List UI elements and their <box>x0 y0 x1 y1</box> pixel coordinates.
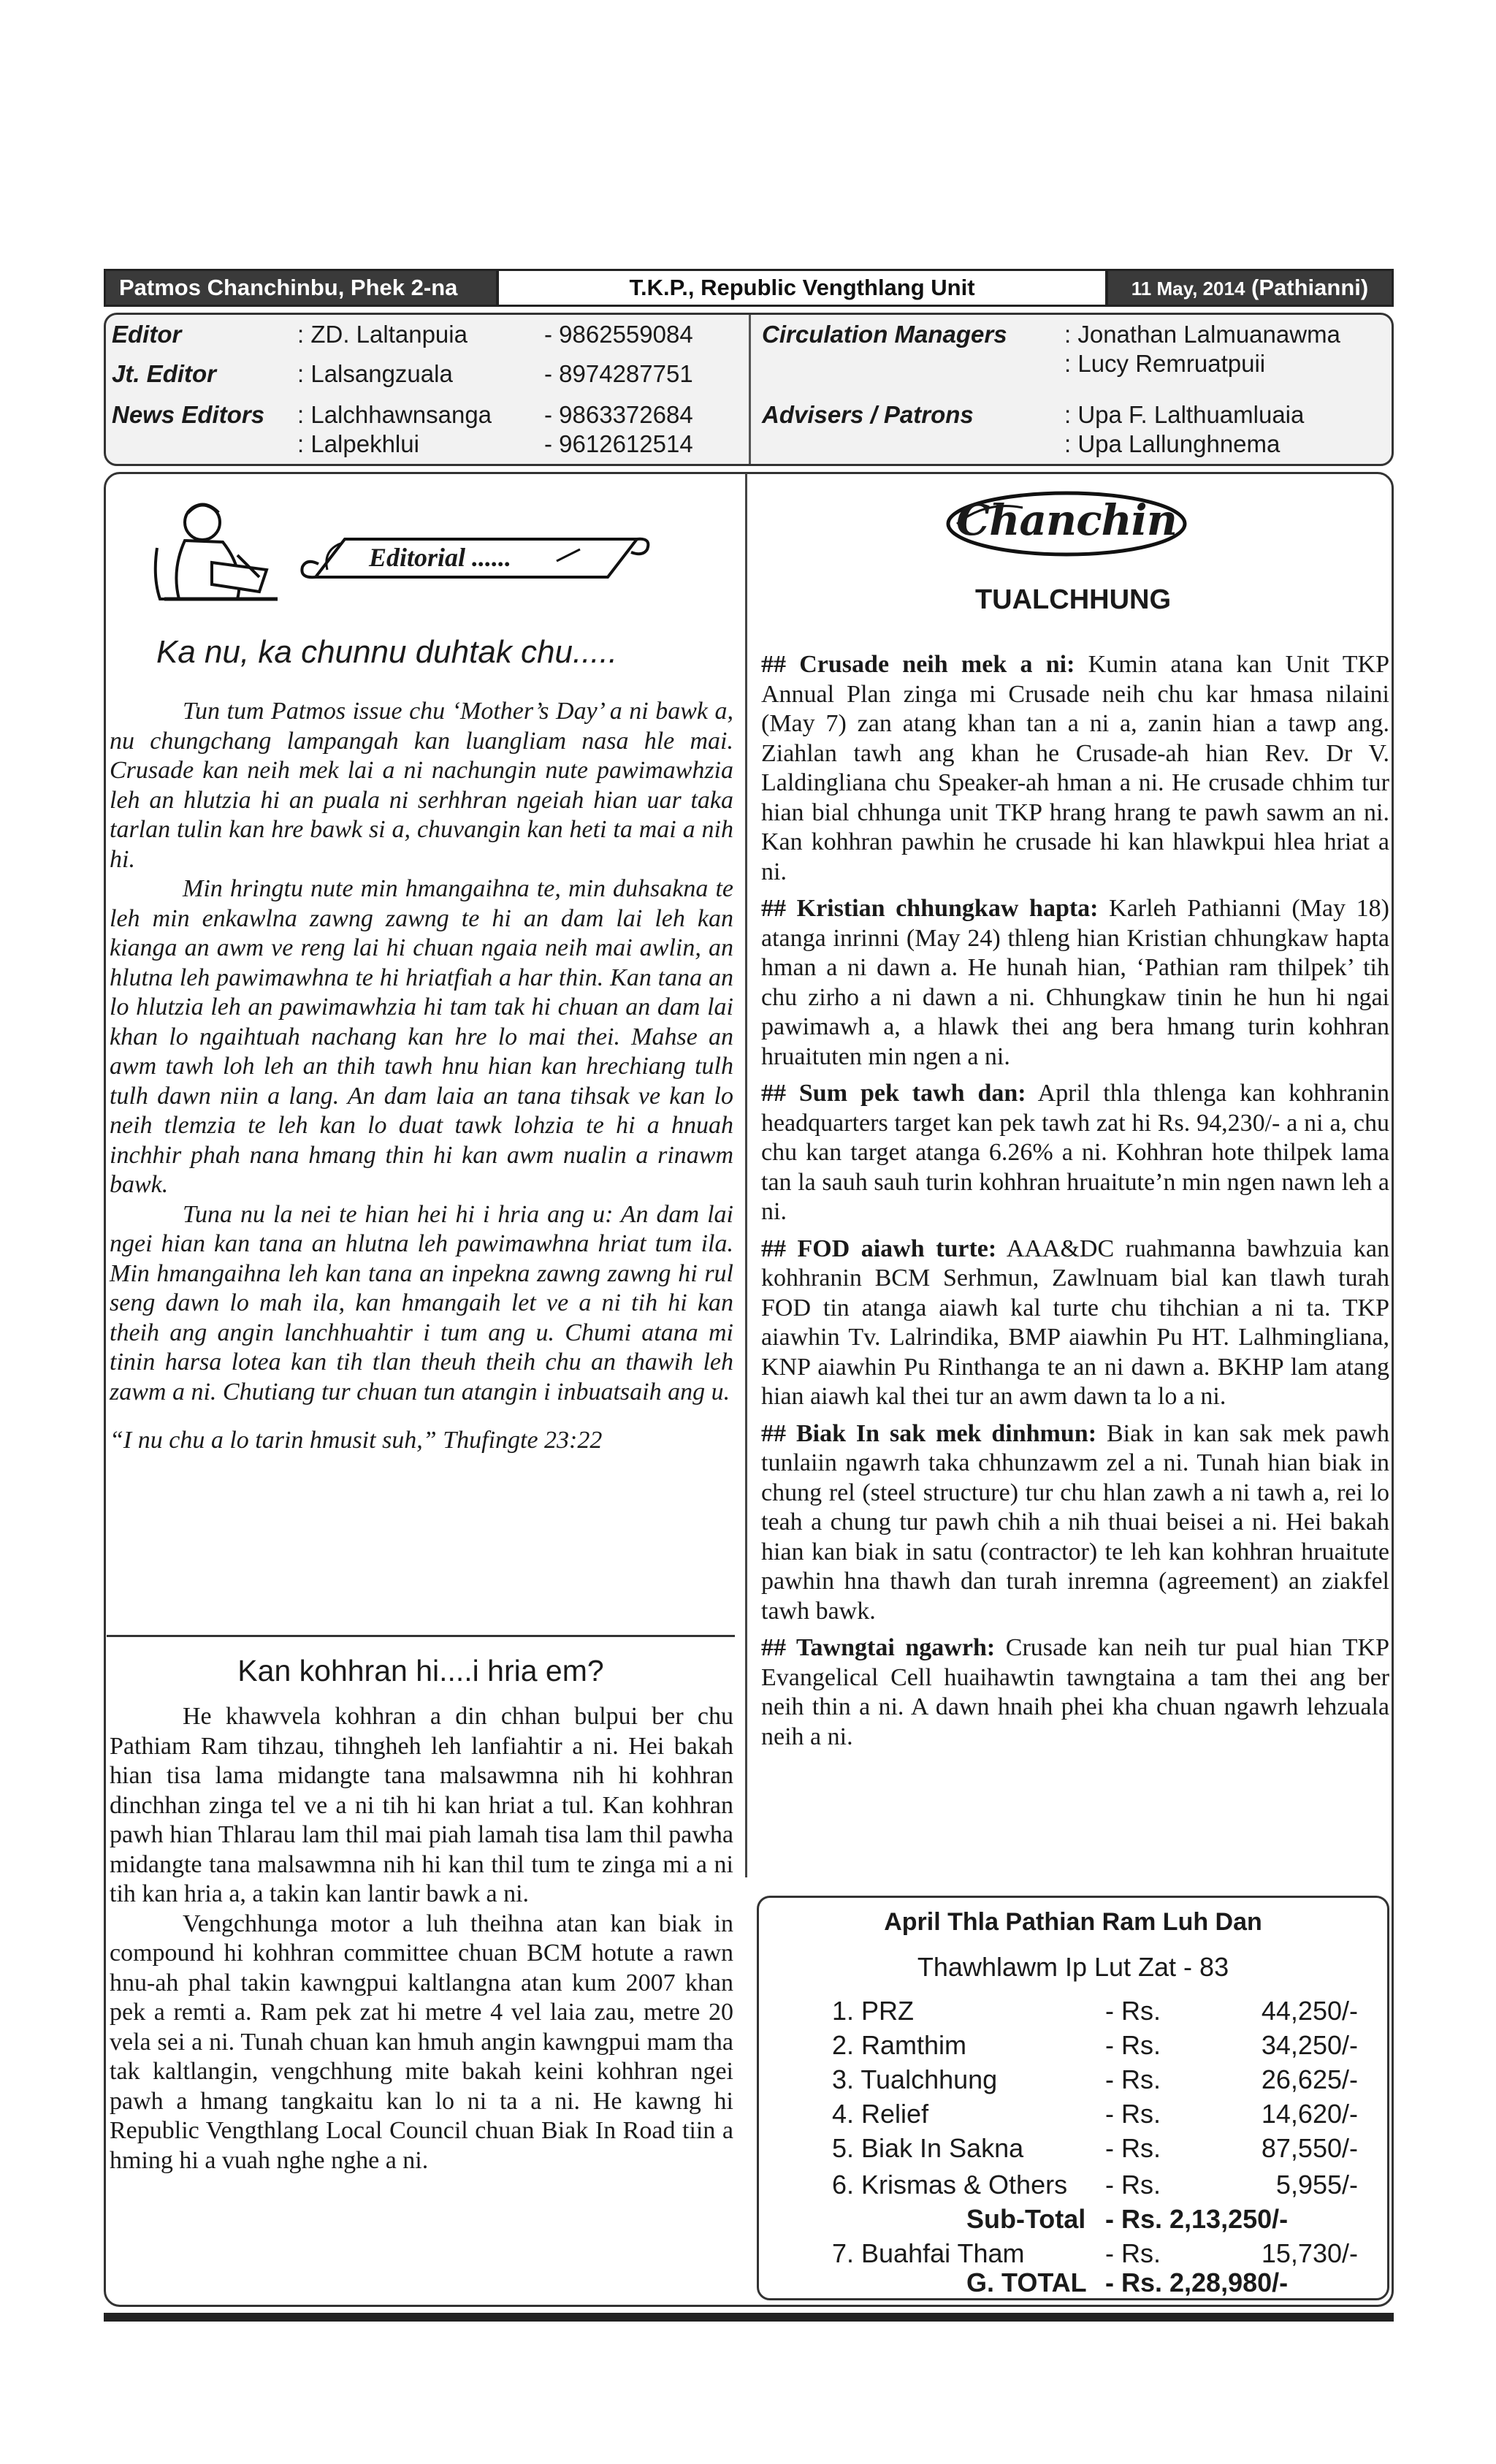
donation-row-amount: 26,625/- <box>1261 2064 1358 2094</box>
news-item-head: ## Sum pek tawh dan: <box>761 1080 1026 1107</box>
news-editor-phone-2: - 9612612514 <box>544 430 693 457</box>
news-editor-phone-1: - 9863372684 <box>544 401 693 428</box>
issue-date <box>1108 271 1392 305</box>
editor-label: Editor <box>112 321 182 348</box>
donation-row-label: 4. Relief <box>832 2099 929 2129</box>
donation-row-rs: - Rs. <box>1105 2133 1161 2163</box>
donation-row-amount: 5,955/- <box>1275 2170 1358 2200</box>
donation-row-rs: - Rs. <box>1105 2064 1161 2094</box>
section-divider <box>107 1635 735 1637</box>
chanchin-logo-text: Chanchin <box>956 495 1177 545</box>
news-item <box>761 894 1389 1072</box>
donation-row-label: 5. Biak In Sakna <box>832 2133 1024 2163</box>
adviser-name-2: : Upa Lallunghnema <box>1064 430 1281 457</box>
total-value: - Rs. 2,28,980/- <box>1105 2267 1289 2297</box>
date-day: (Pathianni) <box>1245 275 1369 300</box>
news-item <box>761 650 1389 887</box>
subtotal-label: Sub-Total <box>966 2204 1086 2234</box>
page-header-bar <box>104 269 1394 307</box>
news-item-body: AAA&DC ruahmanna bawhzuia kan kohhranin BCM Serhmun, Zawlnuam bial kan tlawh turah FOD tin atanga aiawh kal turte chu tihchian a ni ta. TKP aiawhin Tv. Lalrindika, BMP aiawhin Pu HT. Lalhmingliana, KNP aiawhin Pu Rinthanga te an ni dawn a. BKHP lam atang hian aiawh kal thei tur an awm dawn ta lo a ni. <box>761 1235 1389 1410</box>
unit-name: T.K.P., Republic Vengthlang Unit <box>496 271 1108 305</box>
bottom-rule <box>104 2313 1394 2322</box>
circulation-label: Circulation Managers <box>762 321 1007 348</box>
news-item <box>761 1419 1389 1627</box>
news-column <box>761 650 1389 1752</box>
donation-row-label: 3. Tualchhung <box>832 2064 998 2094</box>
jt-editor-label: Jt. Editor <box>112 360 217 387</box>
news-item-body: Biak in kan sak mek pawh tunlaiin ngawrh taka chhunzawm zel a ni. Tunah hian biak in chung rel (steel structure) tur chu hlan zawh a ni tawh a, rei lo teah a chung tur pawh chih a nih thuai beisei a ni. Hei bakah hian kan biak in satu (contractor) te leh kan kohhran hruaitute pawhin hna thawh dan turah inremna (agreement) an ziakfel tawh bawk. <box>761 1419 1389 1625</box>
writer-illustration-icon <box>150 497 281 606</box>
news-item <box>761 1235 1389 1412</box>
article-paragraph-1: He khawvela kohhran a din chhan bulpui ber chu Pathiam Ram tihzau, tihngheh leh lanfiahtir a ni. Hei bakah hian tisa lama midangte tana malsawmna nih hi kohhran dinchhan zinga tel ve a ni tih hi kan hriat a tul. Kan kohhran pawh hian Thlarau lam thil mai piah lamah tisa lam thil pawha midangte tana malsawmna nih hi kan thil tum te zinga mi a ni tih kan hria a, a takin kan lantir bawk a ni. <box>110 1703 733 1907</box>
news-editor-name-2: : Lalpekhlui <box>297 430 419 457</box>
donation-row-rs: - Rs. <box>1105 2030 1161 2060</box>
news-item-head: ## Tawngtai ngawrh: <box>761 1634 996 1661</box>
news-item <box>761 1079 1389 1227</box>
advisers-label: Advisers / Patrons <box>762 401 974 428</box>
news-item-body: Kumin atana kan Unit TKP Annual Plan zinga mi Crusade neih chu kar hmasa nilaini (May 7) zan atang khan tan a ni a, zanin hian a tawp ang. Ziahlan tawh ang khan he Crusade-ah hian Rev. Dr V. Laldingliana chu Speaker-ah hman a ni. He crusade chhim tur hian bial chhunga unit TKP hrang hrang te pawh sawm an ni. Kan kohhran pawhin he crusade hi kan hlawkpui hlea hriat a ni. <box>761 651 1389 885</box>
subtotal-row <box>832 2204 1358 2238</box>
subtotal-value: - Rs. 2,13,250/- <box>1105 2204 1289 2234</box>
news-item-head: ## FOD aiawh turte: <box>761 1235 997 1262</box>
donation-row-amount: 87,550/- <box>1261 2133 1358 2163</box>
donation-row-rs: - Rs. <box>1105 2238 1161 2268</box>
editorial-quote: “I nu chu a lo tarin hmusit suh,” Thufingte 23:22 <box>110 1427 603 1454</box>
circulation-name-1: : Jonathan Lalmuanawma <box>1064 321 1340 348</box>
editorial-title: Ka nu, ka chunnu duhtak chu..... <box>156 634 618 670</box>
editorial-banner-text: Editorial ...... <box>369 543 512 572</box>
news-item <box>761 1633 1389 1752</box>
donation-row <box>832 2099 1358 2132</box>
staff-divider <box>749 315 751 464</box>
news-editors-label: News Editors <box>112 401 265 428</box>
jt-editor-name: : Lalsangzuala <box>297 360 453 387</box>
tualchhung-heading: TUALCHHUNG <box>974 584 1172 615</box>
news-editor-name-1: : Lalchhawnsanga <box>297 401 492 428</box>
news-item-body: April thla thlenga kan kohhranin headquarters target kan pek tawh zat hi Rs. 94,230/- a ni a, chu chu kan target atanga 6.26% a ni. Kohhran hote thilpek lama tan la sauh sauh turin kohhran hruaitute’n min ngen nawn leh a ni. <box>761 1080 1389 1225</box>
donation-row-amount: 15,730/- <box>1261 2238 1358 2268</box>
article-paragraph-2: Vengchhunga motor a luh theihna atan kan biak in compound hi kohhran committee chuan BCM hotute a rawn hnu-ah phal takin kawngpui kaltlangna atan kum 2007 khan pek a remti a. Ram pek zat hi metre 4 vel laia zau, metre 20 vela sei a ni. Tunah chuan kan hmuh angin kawngpui mam tha tak kaltlangin, vengchhung mite bakah keini kohhran ngei pawh a hmang tangkaitu kan lo ni ta a ni. He kawng hi Republic Vengthlang Local Council chuan Biak In Road tiin a hming hi a vuah nghe nghe a ni. <box>110 1910 733 2174</box>
article-title: Kan kohhran hi....i hria em? <box>237 1654 604 1687</box>
editorial-paragraph-2: Min hringtu nute min hmangaihna te, min duhsakna te leh min enkawlna zawng zawng te hi an dam lai leh kan kianga an awm ve reng lai hi chuan ngaia neih mai awlin, an hlutna leh pawimawhna te hi hriatfiah a har thin. Kan tana an lo hlutzia leh an pawimawhzia hi tam tak hi chuan an dam lai khan lo ngaihtuah nachang kan hre lo mai thei. Mahse an awm tawh loh leh an thih tawh hnu hian kan hrechiang tulh tulh dawn niin a lang. An dam laia an tana tihsak ve kan lo neih tlemzia te leh kan lo duat tawk lohzia te hi a hnuah inchhir phah nana hmang thin hi kan awm nualin a rinawm bawk. <box>110 875 733 1198</box>
total-row <box>832 2267 1358 2301</box>
circulation-name-2: : Lucy Remruatpuii <box>1064 350 1266 377</box>
donation-row-label: 1. PRZ <box>832 1996 915 2026</box>
article-body <box>110 1702 733 2175</box>
editorial-body <box>110 697 733 1456</box>
editorial-paragraph-1: Tun tum Patmos issue chu ‘Mother’s Day’ a ni bawk a, nu chungchang lampangah kan luangliam nasa hle mai. Crusade kan neih mek lai a ni nachungin nute pawimawhzia leh an hlutzia hi an puala ni serhhran ngeiah hian uar taka tarlan tulin kan hre bawk si a, chuvangin kan heti ta mai a nih hi. <box>110 698 733 873</box>
donation-row <box>832 1996 1358 2029</box>
donation-row <box>832 2133 1358 2167</box>
news-item-body: Karleh Pathianni (May 18) atanga inrinni (May 24) thleng hian Kristian chhungkaw hapta hman a ni dawn a. He hunah hian, ‘Pathian ram thilpek’ tih chu zirho a ni dawn a ni. Chhungkaw tinin he hun hi ngai pawimawh a, a hlawk thei ang bera hmang turin kohhran hruaituten min ngen a ni. <box>761 895 1389 1070</box>
donation-row-amount: 14,620/- <box>1261 2099 1358 2129</box>
donation-row-rs: - Rs. <box>1105 1996 1161 2026</box>
total-label: G. TOTAL <box>966 2267 1087 2297</box>
donation-row <box>832 2170 1358 2203</box>
donation-row-rs: - Rs. <box>1105 2099 1161 2129</box>
date-main: 11 May, 2014 <box>1131 278 1245 300</box>
editor-name: : ZD. Laltanpuia <box>297 321 468 348</box>
donation-row-label: 6. Krismas & Others <box>832 2170 1068 2200</box>
donation-row <box>832 2030 1358 2064</box>
column-divider <box>745 473 747 1877</box>
news-item-head: ## Kristian chhungkaw hapta: <box>761 895 1099 922</box>
donation-row-amount: 34,250/- <box>1261 2030 1358 2060</box>
donation-row <box>832 2064 1358 2098</box>
news-item-head: ## Biak In sak mek dinhmun: <box>761 1419 1097 1447</box>
staff-box <box>104 313 1394 466</box>
donation-title: April Thla Pathian Ram Luh Dan <box>884 1908 1262 1936</box>
donation-row-amount: 44,250/- <box>1261 1996 1358 2026</box>
donation-row-label: 7. Buahfai Tham <box>832 2238 1025 2268</box>
adviser-name-1: : Upa F. Lalthuamluaia <box>1064 401 1305 428</box>
donation-row-rs: - Rs. <box>1105 2170 1161 2200</box>
editorial-paragraph-3: Tuna nu la nei te hian hei hi i hria ang u: An dam lai ngei hian kan tana an hlutna leh pawimawhna hriat tum ila. Min hmangaihna leh kan tana an inpekna zawng zawng hi rul seng dawn lo mah ila, kan hmangaih let ve a ni tih hi kan theih ang angin lanchhuahtir i tum ang u. Chumi atana mi tinin harsa lotea kan tih tlan theuh theih chu an thawih leh zawm a ni. Chutiang tur chuan tun atangin i inbuatsaih ang u. <box>110 1200 733 1405</box>
editor-phone: - 9862559084 <box>544 321 693 348</box>
news-item-body: Crusade kan neih tur pual hian TKP Evangelical Cell huaihawtin tawngtaina a tam thei ang ber neih thin a ni. A dawn hnaih phei kha chuan ngawrh lehzuala neih a ni. <box>761 1634 1389 1750</box>
news-item-head: ## Crusade neih mek a ni: <box>761 651 1075 678</box>
publication-title: Patmos Chanchinbu, Phek 2-na <box>106 271 496 305</box>
donation-row-label: 2. Ramthim <box>832 2030 967 2060</box>
donation-box <box>757 1896 1389 2300</box>
donation-subtitle: Thawhlawm Ip Lut Zat - 83 <box>917 1952 1229 1982</box>
jt-editor-phone: - 8974287751 <box>544 360 693 387</box>
